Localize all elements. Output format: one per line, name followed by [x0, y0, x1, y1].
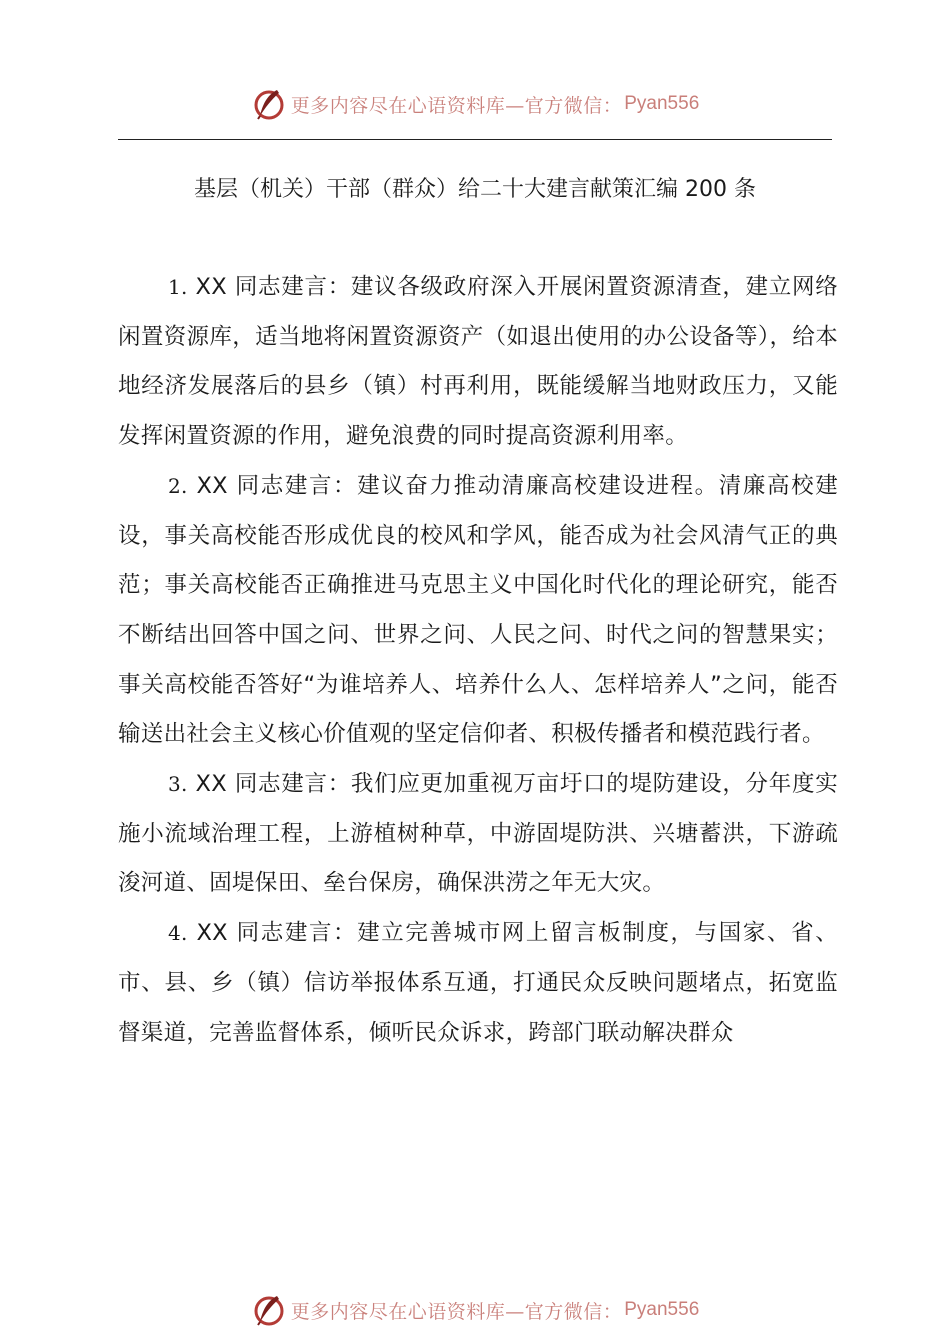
paragraph-text: XX 同志建言：建议各级政府深入开展闲置资源清查，建立网络闲置资源库，适当地将闲置资源资产（如退出使用的办公设备等），给本地经济发展落后的县乡（镇）村再利用，既能缓解当地财政压力，又能发挥闲置资源的作用，避免浪费的同时提高资源利用率。: [118, 274, 838, 450]
paragraph-number: 3.: [168, 772, 188, 797]
paragraph-text: XX 同志建言：我们应更加重视万亩圩口的堤防建设，分年度实施小流域治理工程，上游植树种草，中游固堤防洪、兴塘蓄洪，下游疏浚河道、固堤保田、垒台保房，确保洪涝之年无大灾。: [118, 771, 838, 897]
watermark-text: 更多内容尽在心语资料库—官方微信：: [290, 1300, 623, 1323]
footer-watermark: [0, 1290, 950, 1330]
paragraph-text: XX 同志建言：建立完善城市网上留言板制度，与国家、省、市、县、乡（镇）信访举报体系互通，打通民众反映问题堵点，拓宽监督渠道，完善监督体系，倾听民众诉求，跨部门联动解决群众: [118, 920, 838, 1046]
paragraph-4: [118, 909, 838, 1058]
feather-quill-logo-icon: [251, 86, 287, 122]
paragraph-number: 1.: [168, 275, 188, 299]
watermark-text: 更多内容尽在心语资料库—官方微信：: [290, 94, 623, 117]
paragraph-number: 4.: [168, 921, 188, 946]
paragraph-3: [118, 760, 838, 909]
feather-quill-logo-icon: [251, 1292, 287, 1328]
header-watermark: [0, 84, 950, 124]
paragraph-2: [118, 462, 838, 760]
document-body: [118, 263, 838, 1058]
watermark-wechat-id: Pyan556: [624, 1299, 700, 1320]
document-title: 基层（机关）干部（群众）给二十大建言献策汇编 200 条: [194, 177, 756, 202]
paragraph-1: [118, 263, 838, 462]
watermark-wechat-id: Pyan556: [624, 93, 700, 114]
paragraph-text: XX 同志建言：建议奋力推动清廉高校建设进程。清廉高校建设，事关高校能否形成优良的校风和学风，能否成为社会风清气正的典范；事关高校能否正确推进马克思主义中国化时代化的理论研究，能否不断结出回答中国之问、世界之问、人民之问、时代之问的智慧果实；事关高校能否答好“为谁培养人、培养什么人、怎样培养人”之问，能否输送出社会主义核心价值观的坚定信仰者、积极传播者和模范践行者。: [118, 472, 838, 748]
paragraph-number: 2.: [168, 473, 188, 498]
header-divider: [118, 139, 832, 140]
